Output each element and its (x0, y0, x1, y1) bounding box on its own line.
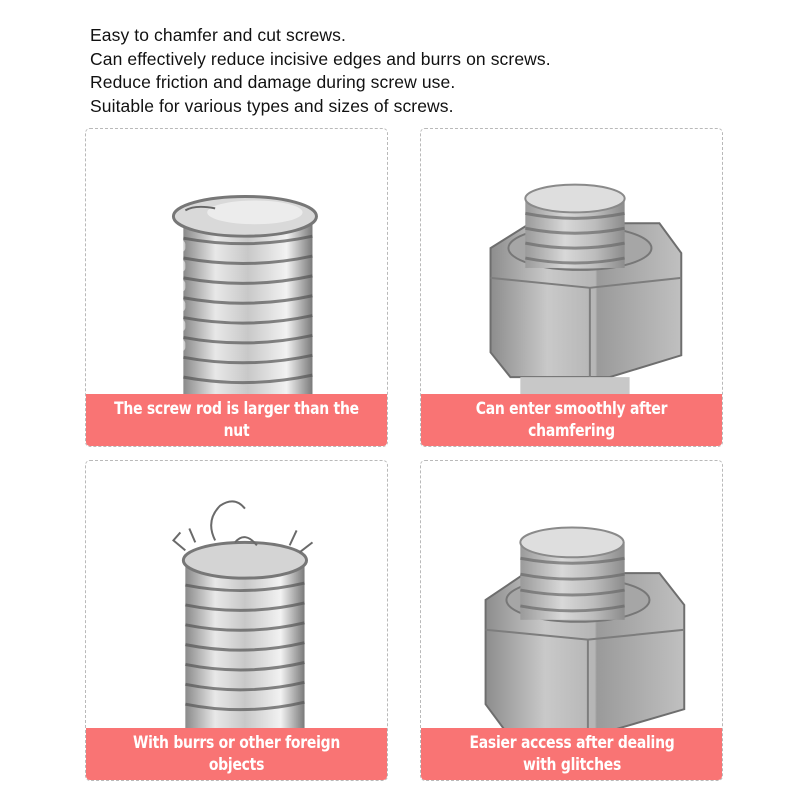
bolt-nut-clean-image (421, 461, 722, 728)
feature-list (90, 24, 551, 118)
panel-burrs (85, 460, 388, 781)
caption-banner: The screw rod is larger than the nut (86, 394, 387, 446)
caption-banner: With burrs or other foreign objects (86, 728, 387, 780)
bolt-nut-image (421, 129, 722, 394)
caption-banner: Can enter smoothly after chamfering (421, 394, 722, 446)
panel-screw-rod-larger (85, 128, 388, 447)
feature-item: Suitable for various types and sizes of screws. (90, 95, 454, 116)
caption-banner: Easier access after dealing with glitches (421, 728, 722, 780)
feature-item: Easy to chamfer and cut screws. (90, 25, 346, 45)
panel-easier-access (420, 460, 723, 781)
feature-item: Reduce friction and damage during screw use. (90, 72, 456, 92)
screw-burrs-image (86, 461, 387, 728)
screw-rod-image (86, 129, 387, 394)
feature-item: Can effectively reduce incisive edges and burrs on screws. (90, 48, 551, 69)
panel-chamfered-bolt (420, 128, 723, 447)
